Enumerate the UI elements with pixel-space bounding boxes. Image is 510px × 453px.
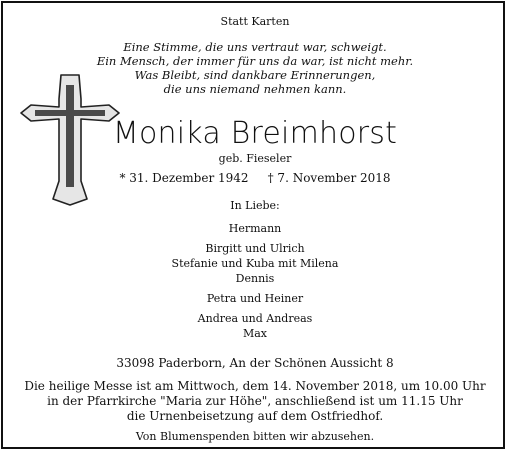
in-liebe-heading: In Liebe: xyxy=(230,199,280,212)
footer-note: Von Blumenspenden bitten wir abzusehen. xyxy=(135,430,375,443)
life-dates: * 31. Dezember 1942 † 7. November 2018 xyxy=(119,171,391,185)
mourner: Andrea und Andreas xyxy=(197,312,313,325)
poem-line-3: Was Bleibt, sind dankbare Erinnerungen, xyxy=(134,68,376,82)
mourner: Max xyxy=(242,327,268,340)
address: 33098 Paderborn, An der Schönen Aussicht 8 xyxy=(116,356,394,370)
obituary-notice xyxy=(1,1,505,449)
poem-line-2: Ein Mensch, der immer für uns da war, ist nicht mehr. xyxy=(96,54,414,68)
service-line-2: in der Pfarrkirche "Maria zur Höhe", anschließend ist um 11.15 Uhr xyxy=(47,394,463,408)
mourner: Dennis xyxy=(235,272,275,285)
poem-line-1: Eine Stimme, die uns vertraut war, schweigt. xyxy=(123,40,387,54)
header-text: Statt Karten xyxy=(220,15,290,28)
mourner: Stefanie und Kuba mit Milena xyxy=(171,257,339,270)
mourner: Petra und Heiner xyxy=(206,292,304,305)
service-line-1: Die heilige Messe ist am Mittwoch, dem 14. November 2018, um 10.00 Uhr xyxy=(24,379,486,393)
maiden-name: geb. Fieseler xyxy=(218,152,292,165)
poem-line-4: die uns niemand nehmen kann. xyxy=(163,82,347,96)
mourner: Hermann xyxy=(228,222,282,235)
service-line-3: die Urnenbeisetzung auf dem Ostfriedhof. xyxy=(126,409,384,423)
mourner: Birgitt und Ulrich xyxy=(205,242,305,255)
deceased-name: Monika Breimhorst xyxy=(112,116,398,151)
